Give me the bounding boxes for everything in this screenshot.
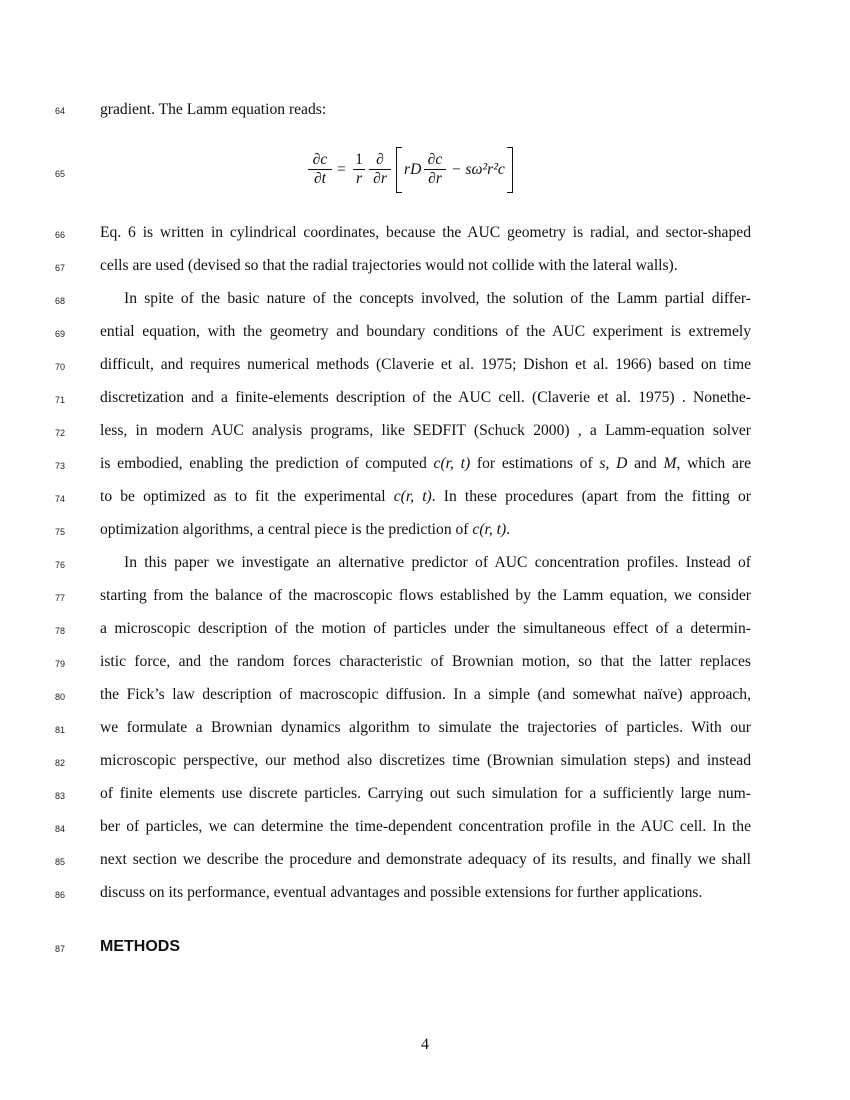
line-number: 78 [54,626,65,636]
text-line: discuss on its performance, eventual advantages and possible extensions for further applications. [100,884,703,901]
text-line: of finite elements use discrete particles. Carrying out such simulation for a sufficiently large num- [100,785,751,802]
text-line: cells are used (devised so that the radial trajectories would not collide with the lateral walls). [100,257,678,274]
line-number: 74 [54,494,65,504]
line-number: 85 [54,857,65,867]
line-number: 83 [54,791,65,801]
text-line: ber of particles, we can determine the time-dependent concentration profile in the AUC cell. In the [100,818,751,835]
math-c-r-t: c(r, t) [433,455,471,472]
line-number: 70 [54,362,65,372]
line-number: 65 [54,169,65,179]
right-bracket [507,147,513,193]
line-number: 64 [54,106,65,116]
fraction-one-over-r: 1 r [353,151,365,188]
line-number: 84 [54,824,65,834]
equation-term-sedimentation: − sω²r²c [451,161,505,178]
math-c-r-t: c(r, t) [393,488,432,505]
text-line: next section we describe the procedure and demonstrate adequacy of its results, and finally we shall [100,851,751,868]
text-line: difficult, and requires numerical methods (Claverie et al. 1975; Dishon et al. 1966) based on time [100,356,751,373]
line-number: 73 [54,461,65,471]
text-line: a microscopic description of the motion of particles under the simultaneous effect of a determin- [100,620,751,637]
math-M: M [663,455,677,472]
line-number: 86 [54,890,65,900]
line-number: 66 [54,230,65,240]
equation-term-rD: rD [404,161,422,178]
text-line: istic force, and the random forces characteristic of Brownian motion, so that the latter replaces [100,653,751,670]
line-number: 77 [54,593,65,603]
line-number: 82 [54,758,65,768]
line-number: 68 [54,296,65,306]
page-number: 4 [421,1036,429,1053]
text-line: ential equation, with the geometry and boundary conditions of the AUC experiment is extremely [100,323,751,340]
line-number: 69 [54,329,65,339]
line-number: 76 [54,560,65,570]
left-bracket [396,147,402,193]
line-number: 75 [54,527,65,537]
line-number: 79 [54,659,65,669]
text-line: less, in modern AUC analysis programs, like SEDFIT (Schuck 2000) , a Lamm-equation solver [100,422,751,439]
text-line: gradient. The Lamm equation reads: [100,101,327,118]
text-line: the Fick’s law description of macroscopic diffusion. In a simple (and somewhat naïve) approach, [100,686,751,703]
text-line: discretization and a finite-elements description of the AUC cell. (Claverie et al. 1975) . Nonethe- [100,389,751,406]
line-number: 87 [54,944,65,954]
line-number: 72 [54,428,65,438]
math-c-r-t: c(r, t) [472,521,507,538]
text-line: In this paper we investigate an alternative predictor of AUC concentration profiles. Instead of [124,554,751,571]
math-s: s [599,455,606,472]
fraction-d-dr: ∂ ∂r [369,151,391,188]
line-number: 67 [54,263,65,273]
fraction-dc-dr: ∂c ∂r [424,151,446,188]
text-line: to be optimized as to fit the experimental c(r, t). In these procedures (apart from the fitting or [100,488,751,505]
lamm-equation [308,145,518,197]
text-line: Eq. 6 is written in cylindrical coordinates, because the AUC geometry is radial, and sector-shaped [100,224,751,241]
fraction-dc-dt: ∂c ∂t [308,151,332,188]
text-line: microscopic perspective, our method also discretizes time (Brownian simulation steps) and instead [100,752,751,769]
text-line: is embodied, enabling the prediction of computed c(r, t) for estimations of s, D and M, which are [100,455,751,472]
math-D: D [616,455,628,472]
text-line: we formulate a Brownian dynamics algorithm to simulate the trajectories of particles. With our [100,719,751,736]
text-line: starting from the balance of the macroscopic flows established by the Lamm equation, we consider [100,587,751,604]
equals-sign: = [337,161,346,178]
text-line: In spite of the basic nature of the concepts involved, the solution of the Lamm partial differ- [124,290,751,307]
text-line: optimization algorithms, a central piece is the prediction of c(r, t). [100,521,511,538]
line-number: 81 [54,725,65,735]
line-number: 80 [54,692,65,702]
section-heading: METHODS [100,938,180,955]
line-number: 71 [54,395,65,405]
